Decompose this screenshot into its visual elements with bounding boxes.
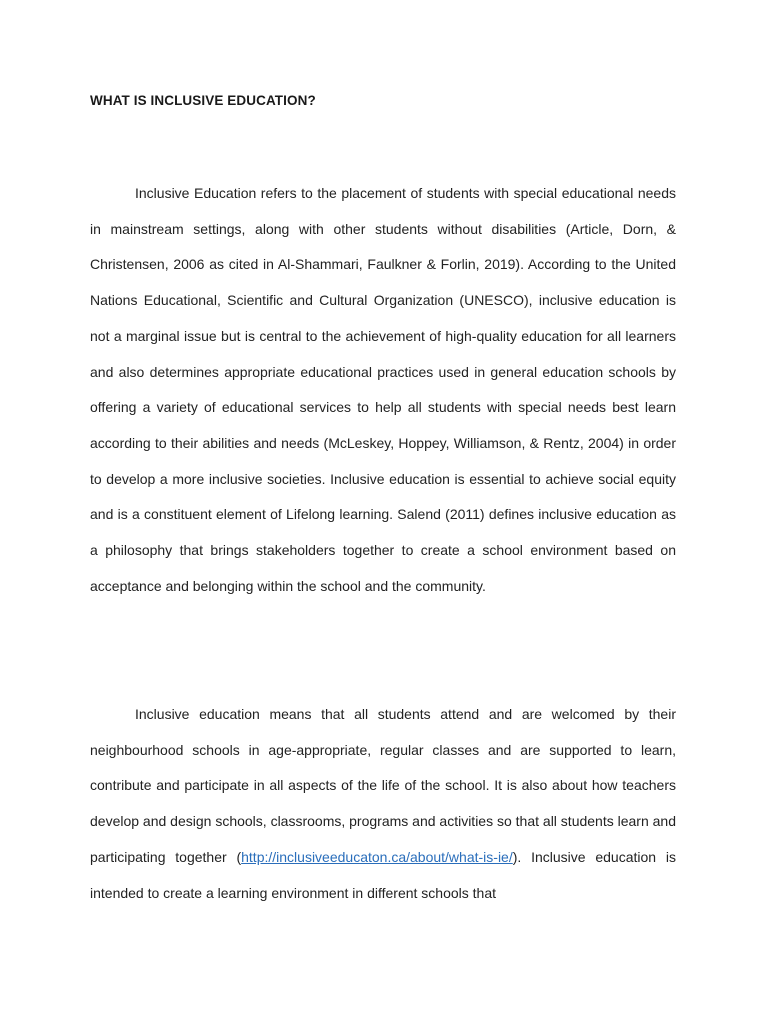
paragraph-2-text-start: Inclusive education means that all students attend and are welcomed by their neighbourhood schools in age-appropriate, regular classes and are supported to learn, contribute and participate in all aspects of the life of the school. It is also about how teachers develop and design schools, classrooms, programs and activities so that all students learn and participating together ( (90, 706, 676, 865)
reference-link[interactable]: http://inclusiveeducaton.ca/about/what-is-ie/ (241, 848, 513, 865)
paragraph-2 (90, 697, 676, 911)
document-title: WHAT IS INCLUSIVE EDUCATION? (90, 93, 316, 108)
paragraph-2-text-end: ). Inclusive education is intended to create a learning environment in different schools that (90, 848, 676, 901)
paragraph-1: Inclusive Education refers to the placement of students with special educational needs in mainstream settings, along with other students without disabilities (Article, Dorn, & Christensen, 2006 as cited in Al-Shammari, Faulkner & Forlin, 2019). According to the United Nations Educational, Scientific and Cultural Organization (UNESCO), inclusive education is not a marginal issue but is central to the achievement of high-quality education for all learners and also determines appropriate educational practices used in general education schools by offering a variety of educational services to help all students with special needs best learn according to their abilities and needs (McLeskey, Hoppey, Williamson, & Rentz, 2004) in order to develop a more inclusive societies. Inclusive education is essential to achieve social equity and is a constituent element of Lifelong learning. Salend (2011) defines inclusive education as a philosophy that brings stakeholders together to create a school environment based on acceptance and belonging within the school and the community. (90, 185, 676, 594)
